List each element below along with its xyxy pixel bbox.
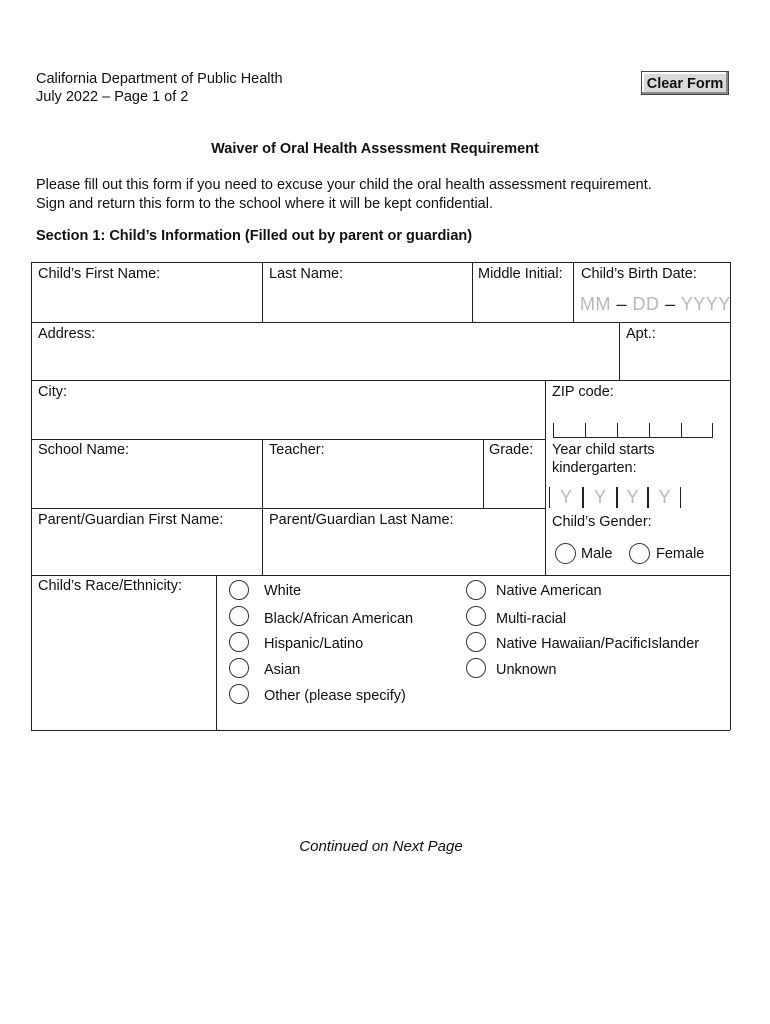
teacher-field[interactable]: Teacher:: [269, 442, 325, 458]
birth-day-placeholder: DD: [632, 294, 660, 314]
grid-line: [31, 262, 730, 263]
race-native-hawaiian-label: Native Hawaiian/PacificIslander: [496, 636, 700, 652]
race-white-label: White: [264, 583, 302, 599]
date-separator: –: [665, 294, 676, 314]
middle-initial-field[interactable]: Middle Initial:: [478, 266, 563, 282]
intro-line-2: Sign and return this form to the school where it will be kept confidential.: [36, 196, 493, 212]
birth-year-placeholder: YYYY: [680, 294, 731, 314]
grid-line: [31, 262, 32, 730]
birth-date-label: Child’s Birth Date:: [581, 266, 697, 282]
city-field[interactable]: City:: [38, 384, 67, 400]
grid-line: [483, 439, 484, 508]
race-multiracial-label: Multi-racial: [496, 611, 567, 627]
race-native-american-radio[interactable]: [466, 580, 486, 600]
grid-line: [31, 730, 730, 731]
zip-input[interactable]: [553, 437, 713, 438]
kinder-year-digit-1[interactable]: Y: [549, 487, 583, 508]
agency-name: California Department of Public Health: [36, 71, 283, 87]
race-multiracial-radio[interactable]: [466, 606, 486, 626]
school-name-field[interactable]: School Name:: [38, 442, 130, 458]
apt-field[interactable]: Apt.:: [626, 326, 656, 342]
gender-label: Child’s Gender:: [552, 514, 652, 530]
grid-line: [262, 439, 263, 575]
race-asian-radio[interactable]: [229, 658, 249, 678]
race-unknown-radio[interactable]: [466, 658, 486, 678]
kinder-year-digit-2[interactable]: Y: [583, 487, 617, 508]
grid-line: [31, 380, 730, 381]
birth-month-placeholder: MM: [580, 294, 611, 314]
guardian-first-name-field[interactable]: Parent/Guardian First Name:: [38, 512, 224, 528]
guardian-last-name-field[interactable]: Parent/Guardian Last Name:: [269, 512, 454, 528]
grid-line: [31, 508, 545, 509]
gender-male-label: Male: [581, 546, 613, 562]
section-1-heading: Section 1: Child’s Information (Filled out by parent or guardian): [36, 228, 473, 244]
intro-line-1: Please fill out this form if you need to excuse your child the oral health assessment requirement.: [36, 177, 652, 193]
gender-male-radio[interactable]: [555, 543, 576, 564]
race-native-american-label: Native American: [496, 583, 602, 599]
last-name-field[interactable]: Last Name:: [269, 266, 344, 282]
race-other-label: Other (please specify): [264, 688, 406, 704]
grid-line: [545, 380, 546, 575]
race-asian-label: Asian: [264, 662, 301, 678]
kinder-year-digit-4[interactable]: Y: [648, 487, 681, 508]
grid-line: [573, 262, 574, 322]
gender-female-label: Female: [656, 546, 705, 562]
zip-digit-divider: [681, 423, 682, 437]
zip-label: ZIP code:: [552, 384, 614, 400]
intro-text: [36, 176, 736, 214]
grid-line: [619, 322, 620, 380]
grid-line: [216, 575, 217, 730]
race-hispanic-label: Hispanic/Latino: [264, 636, 364, 652]
race-hispanic-radio[interactable]: [229, 632, 249, 652]
race-native-hawaiian-radio[interactable]: [466, 632, 486, 652]
grade-field[interactable]: Grade:: [489, 442, 534, 458]
grid-line: [31, 439, 545, 440]
first-name-field[interactable]: Child’s First Name:: [38, 266, 161, 282]
race-label: Child’s Race/Ethnicity:: [38, 578, 182, 594]
race-white-radio[interactable]: [229, 580, 249, 600]
grid-line: [730, 262, 731, 730]
date-separator: –: [616, 294, 628, 314]
kinder-year-digit-3[interactable]: Y: [617, 487, 648, 508]
grid-line: [31, 322, 730, 323]
race-black-label: Black/African American: [264, 611, 414, 627]
clear-form-button[interactable]: Clear Form: [641, 71, 729, 95]
zip-digit-divider: [585, 423, 586, 437]
zip-digit-divider: [553, 423, 554, 437]
birth-date-input[interactable]: [580, 294, 731, 315]
form-title: Waiver of Oral Health Assessment Requirement: [211, 141, 539, 157]
zip-digit-divider: [617, 423, 618, 437]
grid-line: [262, 262, 263, 322]
race-other-radio[interactable]: [229, 684, 249, 704]
date-page: July 2022 – Page 1 of 2: [36, 89, 189, 105]
address-field[interactable]: Address:: [38, 326, 96, 342]
kindergarten-label-1: Year child starts: [552, 442, 655, 458]
race-unknown-label: Unknown: [496, 662, 557, 678]
zip-digit-divider: [712, 423, 713, 437]
grid-line: [31, 575, 730, 576]
race-black-radio[interactable]: [229, 606, 249, 626]
zip-digit-divider: [649, 423, 650, 437]
gender-female-radio[interactable]: [629, 543, 650, 564]
grid-line: [472, 262, 473, 322]
continued-note: Continued on Next Page: [299, 838, 463, 855]
kindergarten-label-2: kindergarten:: [552, 460, 637, 476]
